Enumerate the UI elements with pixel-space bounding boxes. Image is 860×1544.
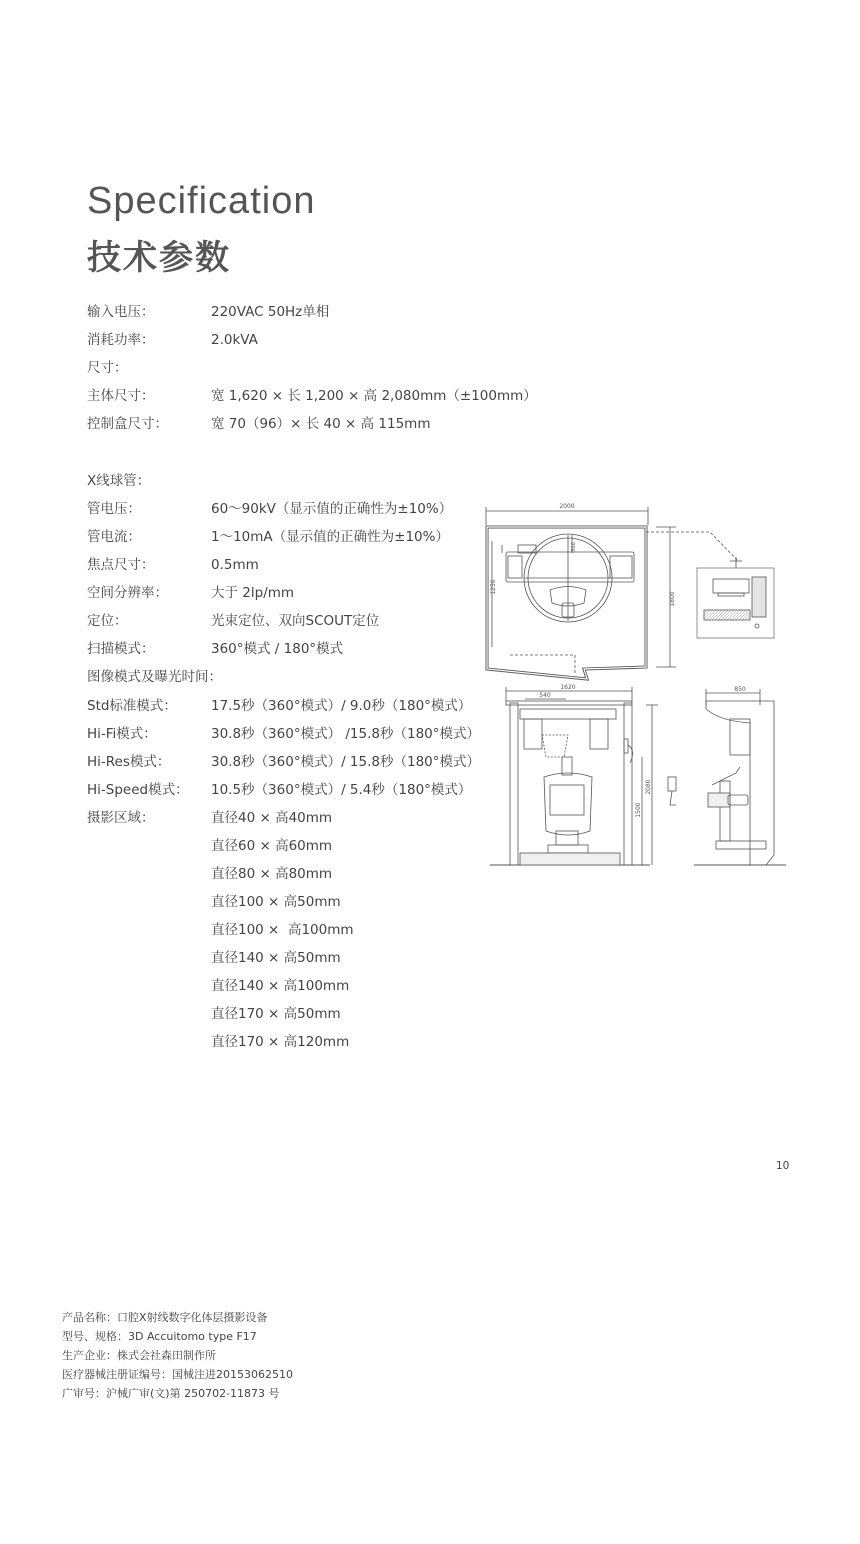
spec-value: 直径140 × 高100mm xyxy=(211,978,350,994)
spec-label: Hi-Speed模式： xyxy=(87,782,189,798)
footer-model: 型号、规格：3D Accuitomo type F17 xyxy=(62,1330,257,1343)
footer-regulatory-info xyxy=(62,1308,293,1403)
spec-label: Hi-Res模式： xyxy=(87,754,171,770)
spec-label: 摄影区域： xyxy=(87,810,155,826)
spec-label: Std标准模式： xyxy=(87,698,177,714)
footer-registration: 医疗器械注册证编号：国械注进20153062510 xyxy=(62,1368,293,1381)
footer-manufacturer: 生产企业：株式会社森田制作所 xyxy=(62,1349,216,1362)
spec-label: 空间分辨率： xyxy=(87,585,168,601)
spec-value: 30.8秒（360°模式）/ 15.8秒（180°模式） xyxy=(211,754,480,770)
side-view xyxy=(694,686,786,865)
spec-row xyxy=(87,862,507,886)
control-desk xyxy=(697,557,774,638)
spec-label: 输入电压： xyxy=(87,304,155,320)
spec-row xyxy=(87,918,507,942)
spec-value: 光束定位、双向SCOUT定位 xyxy=(211,613,380,629)
spec-row xyxy=(87,384,537,408)
spec-row xyxy=(87,356,507,380)
spec-row xyxy=(87,665,507,689)
spec-row xyxy=(87,890,507,914)
spec-row xyxy=(87,581,507,605)
spec-row xyxy=(87,525,507,549)
dim-front-inner: 540 xyxy=(539,692,551,699)
dim-depth-right: 1800 xyxy=(669,591,676,607)
spec-value: 360°模式 / 180°模式 xyxy=(211,641,344,657)
spec-row xyxy=(87,609,507,633)
spec-value: 直径170 × 高50mm xyxy=(211,1006,341,1022)
dim-front-width: 1620 xyxy=(560,684,576,691)
page-number: 10 xyxy=(776,1160,790,1172)
spec-label: 管电压： xyxy=(87,501,141,517)
spec-row xyxy=(87,469,507,493)
spec-row xyxy=(87,328,507,352)
spec-value: 220VAC 50Hz单相 xyxy=(211,304,330,320)
spec-value: 10.5秒（360°模式）/ 5.4秒（180°模式） xyxy=(211,782,472,798)
spec-label: X线球管： xyxy=(87,473,151,489)
spec-label: 扫描模式： xyxy=(87,641,155,657)
spec-value: 60～90kV（显示值的正确性为±10%） xyxy=(211,501,453,517)
spec-value: 宽 1,620 × 长 1,200 × 高 2,080mm（±100mm） xyxy=(211,388,537,404)
spec-row xyxy=(87,946,507,970)
top-view xyxy=(486,503,738,679)
title-english: Specification xyxy=(87,180,316,222)
spec-label: 控制盒尺寸： xyxy=(87,416,168,432)
spec-value: 直径100 × 高100mm xyxy=(211,922,354,938)
spec-row xyxy=(87,1002,507,1026)
title-chinese: 技术参数 xyxy=(87,238,231,278)
footer-ad-approval: 广审号：沪械广审(文)第 250702-11873 号 xyxy=(62,1387,280,1400)
spec-row xyxy=(87,412,507,436)
spec-value: 直径100 × 高50mm xyxy=(211,894,341,910)
front-view xyxy=(490,684,676,865)
dim-width-top: 2000 xyxy=(559,503,575,510)
spec-value: 直径80 × 高80mm xyxy=(211,866,333,882)
spec-row xyxy=(87,722,507,746)
spec-value: 直径170 × 高120mm xyxy=(211,1034,350,1050)
spec-row xyxy=(87,750,507,774)
spec-label: 主体尺寸： xyxy=(87,388,155,404)
spec-value: 直径140 × 高50mm xyxy=(211,950,341,966)
dim-front-height: 2080 xyxy=(645,779,652,795)
spec-value: 30.8秒（360°模式） /15.8秒（180°模式） xyxy=(211,726,480,742)
spec-label: 定位： xyxy=(87,613,128,629)
spec-row xyxy=(87,834,507,858)
spec-label: 焦点尺寸： xyxy=(87,557,155,573)
spec-row xyxy=(87,806,507,830)
spec-row xyxy=(87,300,507,324)
spec-label: 尺寸： xyxy=(87,360,128,376)
spec-label: 图像模式及曝光时间： xyxy=(87,669,222,685)
dim-small: 300 xyxy=(571,542,577,552)
spec-value: 1～10mA（显示值的正确性为±10%） xyxy=(211,529,449,545)
dim-front-sub-height: 1500 xyxy=(635,802,642,818)
spec-row xyxy=(87,553,507,577)
spec-value: 直径40 × 高40mm xyxy=(211,810,333,826)
spec-row xyxy=(87,778,507,802)
spec-row xyxy=(87,694,507,718)
spec-label: 消耗功率： xyxy=(87,332,155,348)
spec-value: 大于 2lp/mm xyxy=(211,585,295,601)
spec-value: 0.5mm xyxy=(211,557,259,573)
spec-row xyxy=(87,974,507,998)
spec-value: 2.0kVA xyxy=(211,332,258,348)
spec-label: 管电流： xyxy=(87,529,141,545)
spec-row xyxy=(87,637,507,661)
dim-side-width: 850 xyxy=(734,686,746,693)
spec-row xyxy=(87,497,507,521)
dim-depth-left: 1250 xyxy=(490,579,497,595)
footer-product-name: 产品名称：口腔X射线数字化体层摄影设备 xyxy=(62,1311,268,1324)
spec-value: 直径60 × 高60mm xyxy=(211,838,333,854)
equipment-dimension-drawing xyxy=(480,495,790,875)
spec-label: Hi-Fi模式： xyxy=(87,726,157,742)
spec-value: 宽 70（96）× 长 40 × 高 115mm xyxy=(211,416,431,432)
spec-value: 17.5秒（360°模式）/ 9.0秒（180°模式） xyxy=(211,698,472,714)
spec-row xyxy=(87,1030,507,1054)
